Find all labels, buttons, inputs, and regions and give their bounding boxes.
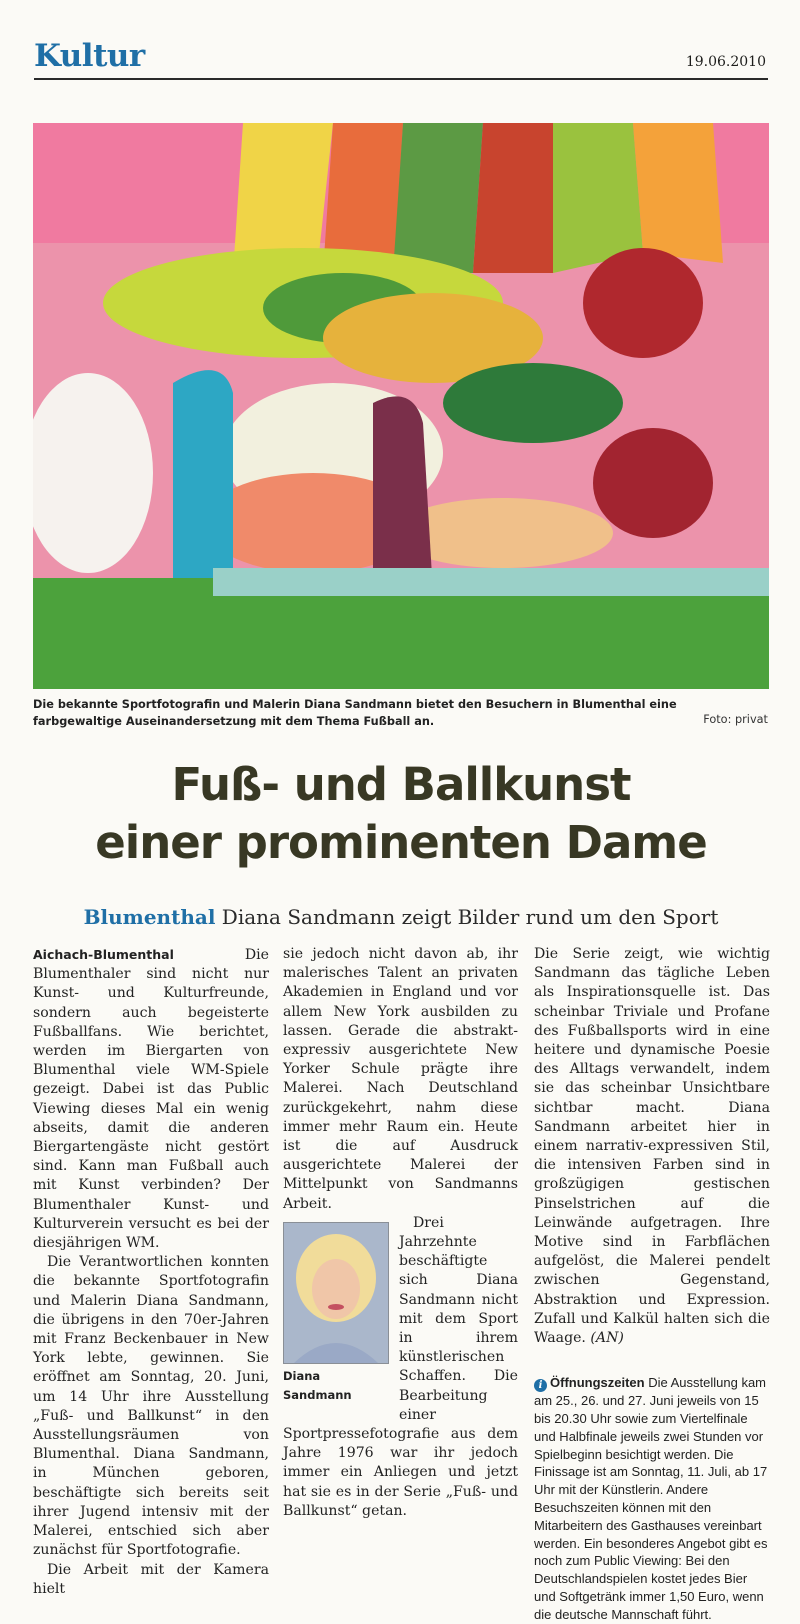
article-paragraph: Die Arbeit mit der Kamera hielt [33, 1561, 269, 1597]
paragraph-text: Die Blumenthaler sind nicht nur Kunst- und Kulturfreunde, sondern auch begeisterte Fußballfans. Wie berichtet, werden im Biergarten von Blumenthal viele WM-Spiele gezeigt. Dabei ist das Public Viewing dieses Mal ein wenig abseits, damit die anderen Biergartengäste nicht gestört sind. Kann man Fußball auch mit Kunst verbinden? Der Blumenthaler Kunst- und Kulturverein versucht es bei der diesjährigen WM. [33, 947, 269, 1252]
header-rule [34, 78, 768, 80]
info-heading: Öffnungszeiten [550, 1375, 645, 1391]
paragraph-continuation: Die Serie zeigt, wie wichtig Sandmann das tägliche Leben als Inspirationsquelle ist. Das scheinbar Triviale und Profane des Fußballsports wird in eine heitere und dynamische Poesie des Alltags verwandelt, indem sie das scheinbar Unsichtbare sichtbar macht. Diana Sandmann arbeitet hier in einem narrativ-expressiven Stil, die intensiven Farben sind in großzügigen gestischen Pinselstrichen auf die Leinwände aufgetragen. Ihre Motive sind in Farbflächen aufgelöst, die Malerei pendelt zwischen Gegenstand, Abstraktion und Expression. Zufall und Kalkül halten sich die Waage. [534, 946, 770, 1347]
headline-line-2: einer prominenten Dame [95, 816, 707, 869]
portrait-image [283, 1222, 389, 1364]
headline-line-1: Fuß- und Ballkunst [171, 758, 631, 811]
section-title: Kultur [34, 38, 145, 74]
page-header [34, 38, 768, 80]
article-column-1 [33, 945, 269, 1599]
subhead-text: Diana Sandmann zeigt Bilder rund um den Sport [221, 905, 719, 929]
portrait-photo [283, 1222, 391, 1405]
info-box [534, 1374, 770, 1623]
paragraph-text: sie jedoch nicht davon ab, ihr malerisches Talent an privaten Akademien in England und vor allem New York ausbilden zu lassen. Gerade die abstrakt-expressiv ausgerichtete New Yorker Schule prägte ihre Malerei. Nach Deutschland zurückgekehrt, nahm diese immer mehr Raum ein. Heute ist die auf Ausdruck ausgerichtete Malerei der Mittelpunkt von Sandmanns Arbeit. [283, 946, 518, 1212]
article-paragraph: Die Verantwortlichen konnten die bekannte Sportfotografin und Malerin Diana Sandmann, die übrigens in den 70er-Jahren mit Franz Beckenbauer in New York lebte, gewinnen. Sie eröffnet am Sonntag, 20. Juni, um 14 Uhr ihre Ausstellung „Fuß- und Ballkunst“ in den Ausstellungsräumen von Blumenthal. Diana Sandmann, in München geboren, beschäftigte sich bereits seit ihrer Jugend intensiv mit der Malerei, entschied sich aber zunächst für Sportfotografie. [33, 1254, 269, 1559]
article-paragraph [283, 945, 518, 1214]
subheadline [40, 905, 762, 929]
info-icon: i [534, 1379, 547, 1392]
author-signature: (AN) [590, 1330, 624, 1347]
info-text: Die Ausstellung kam am 25., 26. und 27. Juni jeweils von 15 bis 20.30 Uhr sowie zum Viertelfinale und Halbfinale jeweils zwei Stunden vor Spielbeginn besichtigt werden. Die Finissage ist am Sonntag, 11. Juli, ab 17 Uhr mit der Künstlerin. Andere Besuchszeiten können mit den Mitarbeitern des Gasthauses vereinbart werden. Ein besonderes Angebot gibt es noch zum Public Viewing: Bei den Deutschlandspielen kostet jedes Bier und Softgetränk immer 1,50 Euro, wenn die deutsche Mannschaft führt. [534, 1375, 768, 1622]
headline [40, 756, 762, 872]
photo-caption: Die bekannte Sportfotografin und Malerin Diana Sandmann bietet den Besuchern in Blumenthal eine farbgewaltige Auseinandersetzung mit dem Thema Fußball an. [33, 698, 677, 728]
article-paragraph [534, 945, 770, 1348]
article-column-2 [283, 945, 518, 1521]
article-paragraph: Drei Jahrzehnte beschäftigte sich Diana Sandmann nicht mit dem Sport in ihrem künstlerischen Schaffen. Die Bearbeitung einer Sportpressefotografie aus dem Jahre 1976 war ihr jedoch immer ein Anliegen und jetzt hat sie es in der Serie „Fuß- und Ballkunst“ getan. [283, 1214, 518, 1519]
subhead-location: Blumenthal [83, 905, 216, 929]
dateline: Aichach-Blumenthal [33, 947, 174, 962]
portrait-caption: Diana Sandmann [283, 1368, 352, 1403]
article-column-3 [534, 945, 770, 1624]
painting-photo [33, 123, 769, 689]
issue-date: 19.06.2010 [685, 54, 766, 70]
photo-credit: Foto: privat [703, 713, 768, 726]
article-paragraph [33, 945, 269, 1253]
